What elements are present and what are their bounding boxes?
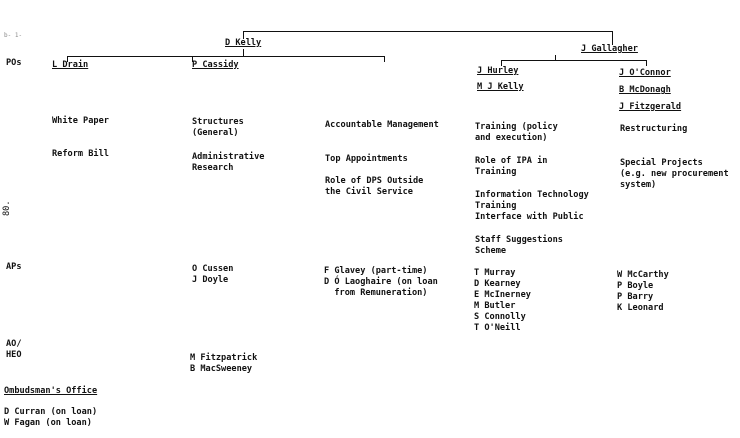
- aps-gallagher: T Murray D Kearney E McInerney M Butler S Connolly T O'Neill: [474, 268, 531, 333]
- po-l-drain: L Drain: [52, 60, 89, 70]
- aps-col3: F Glavey (part-time) D Ó Laoghaire (on loan from Remuneration): [324, 266, 438, 298]
- aps-right: W McCarthy P Boyle P Barry K Leonard: [617, 270, 669, 313]
- work-restructuring: Restructuring: [620, 124, 688, 134]
- line-kelly-branch: [67, 56, 385, 57]
- line-col3-drop: [384, 56, 385, 62]
- ombudsman-staff: D Curran (on loan) W Fagan (on loan): [4, 407, 98, 428]
- po-j-fitzgerald: J Fitzgerald: [619, 102, 682, 112]
- line-top-horizontal: [243, 31, 613, 32]
- work-role-ipa: Role of IPA in Training: [475, 156, 548, 177]
- ombudsman-title: Ombudsman's Office: [4, 386, 98, 396]
- work-cassidy-research: Administrative Research: [192, 152, 265, 173]
- work-special-projects: Special Projects (e.g. new procurement system): [620, 158, 729, 190]
- po-j-oconnor: J O'Connor: [619, 68, 671, 78]
- margin-mark: b- 1-: [4, 32, 23, 39]
- po-b-mcdonagh: B McDonagh: [619, 85, 671, 95]
- po-m-j-kelly: M J Kelly: [477, 82, 524, 92]
- aps-cassidy: O Cussen J Doyle: [192, 264, 234, 285]
- work-information-technology: Information Technology Training Interface with Public: [475, 190, 589, 222]
- work-top-appointments: Top Appointments Role of DPS Outside the Civil Service: [325, 154, 424, 197]
- page-number: 80.: [2, 200, 12, 216]
- row-label-pos: POs: [6, 58, 22, 68]
- po-j-hurley: J Hurley: [477, 66, 519, 76]
- line-gallagher-up: [612, 31, 613, 45]
- row-label-aps: APs: [6, 262, 22, 272]
- work-cassidy-structures: Structures (General): [192, 117, 244, 138]
- head-j-gallagher: J Gallagher: [581, 44, 638, 54]
- line-gallagher-branch: [501, 60, 647, 61]
- head-d-kelly: D Kelly: [225, 38, 262, 48]
- ao-heo-staff: M Fitzpatrick B MacSweeney: [190, 353, 258, 374]
- line-oconnor-drop: [646, 60, 647, 66]
- po-p-cassidy: P Cassidy: [192, 60, 239, 70]
- work-staff-suggestions: Staff Suggestions Scheme: [475, 235, 563, 256]
- line-kelly-down: [243, 49, 244, 56]
- row-label-ao-heo: AO/ HEO: [6, 339, 22, 360]
- work-accountable-management: Accountable Management: [325, 120, 439, 130]
- work-drain: White Paper Reform Bill: [52, 116, 109, 159]
- work-training: Training (policy and execution): [475, 122, 558, 143]
